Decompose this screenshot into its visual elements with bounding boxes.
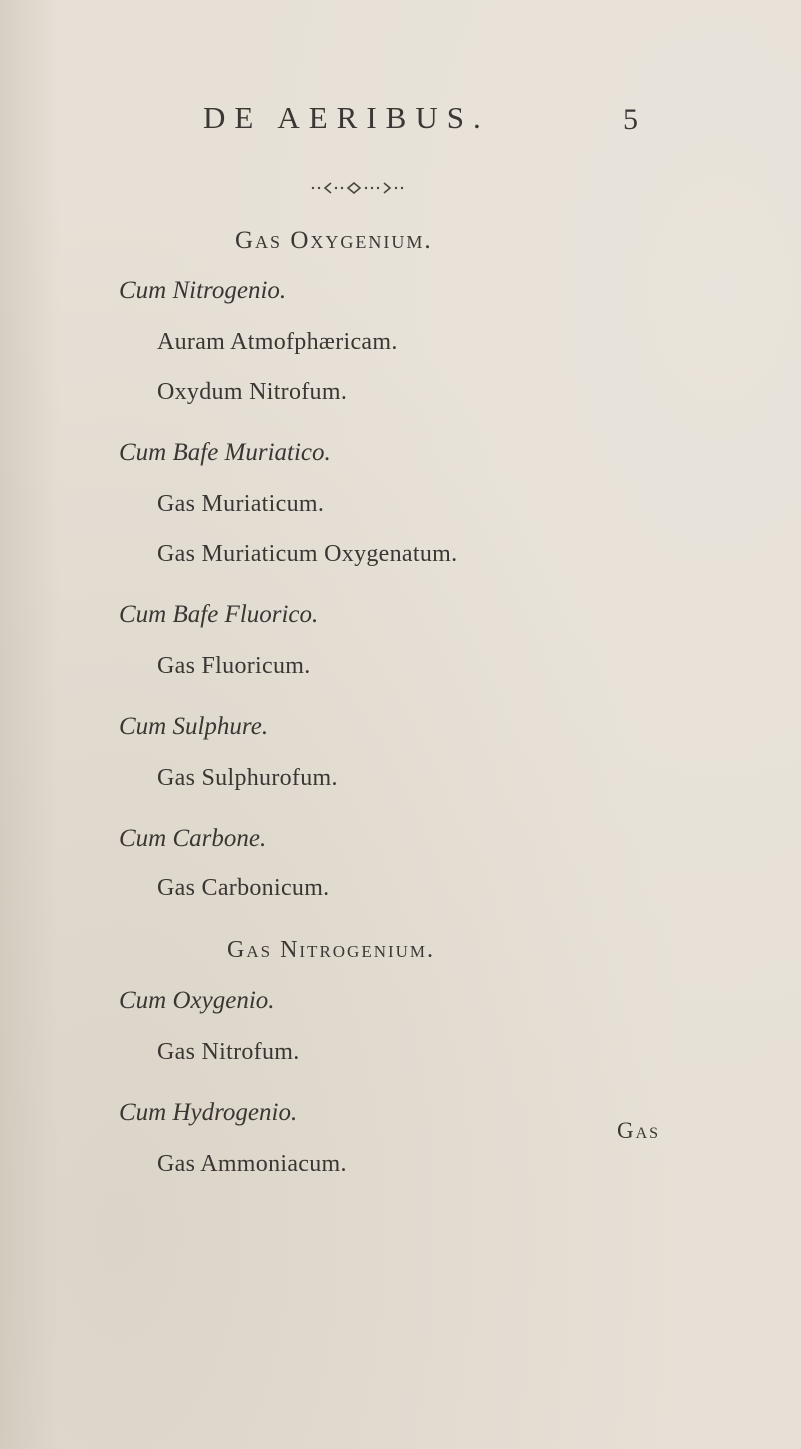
list-item: Oxydum Nitrofum.	[157, 379, 348, 405]
ornament-divider-icon	[300, 182, 500, 194]
list-item: Gas Muriaticum.	[157, 491, 325, 517]
group-label: Cum Nitrogenio.	[119, 277, 287, 304]
list-item: Gas Nitrofum.	[157, 1039, 300, 1065]
section-title-nitrogenium	[227, 937, 435, 964]
list-item: Gas Ammoniacum.	[157, 1151, 347, 1177]
catchword: Gas	[617, 1118, 661, 1143]
section-title-oxygenium	[235, 227, 433, 255]
list-item: Auram Atmofphæricam.	[157, 329, 398, 355]
section-title-text: Gas Oxygenium.	[235, 227, 433, 254]
section-title-text: Gas Nitrogenium.	[227, 937, 436, 963]
page-number: 5	[623, 103, 638, 136]
group-label: Cum Oxygenio.	[119, 987, 275, 1014]
group-label: Cum Carbone.	[119, 825, 267, 852]
group-label: Cum Hydrogenio.	[119, 1099, 298, 1126]
list-item: Gas Fluoricum.	[157, 653, 311, 679]
list-item: Gas Muriaticum Oxygenatum.	[157, 541, 458, 567]
group-label: Cum Bafe Muriatico.	[119, 439, 331, 466]
list-item: Gas Sulphurofum.	[157, 765, 338, 791]
group-label: Cum Bafe Fluorico.	[119, 601, 319, 628]
list-item: Gas Carbonicum.	[157, 875, 330, 901]
running-head: DE AERIBUS.	[203, 100, 490, 135]
group-label: Cum Sulphure.	[119, 713, 269, 740]
